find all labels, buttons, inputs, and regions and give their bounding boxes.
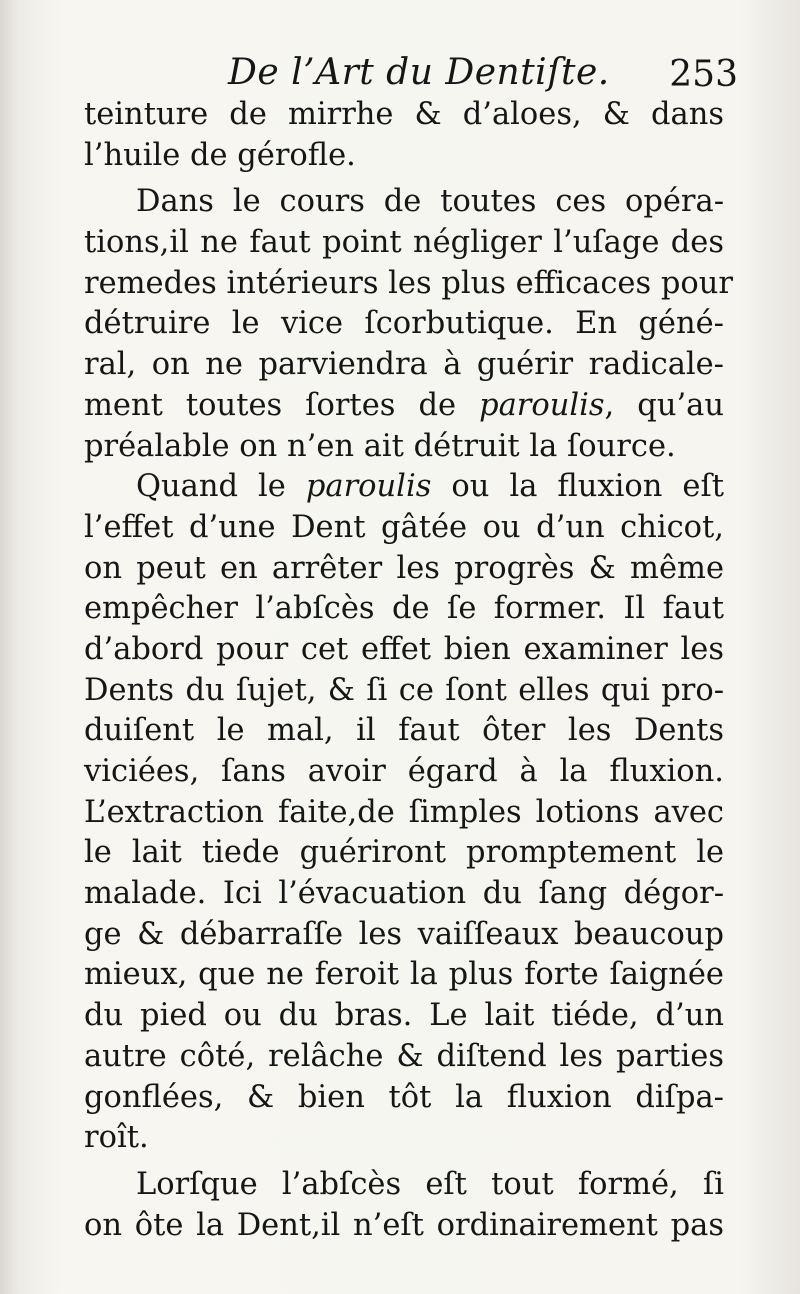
- text-line: mieux, que ne feroit la plus forte ſaignée: [84, 957, 724, 993]
- text-line: L’extraction faite,de ſimples lotions avec: [84, 794, 724, 830]
- text-line: malade. Ici l’évacuation du ſang dégor-: [84, 876, 724, 912]
- text-line: préalable on n’en ait détruit la ſource.: [84, 428, 676, 464]
- text-line: détruire le vice ſcorbutique. En géné-: [84, 306, 724, 342]
- text-line: on peut en arrêter les progrès & même: [84, 550, 724, 586]
- text-line: Dans le cours de toutes ces opéra-: [136, 184, 724, 220]
- text-line: l’huile de gérofle.: [84, 137, 356, 173]
- text-line: du pied ou du bras. Le lait tiéde, d’un: [84, 998, 724, 1034]
- text-line: le lait tiede guériront promptement le: [84, 835, 724, 871]
- text-line: autre côté, relâche & diſtend les parties: [84, 1038, 724, 1074]
- body-text: [84, 95, 733, 1246]
- running-title: De l’Art du Dentiſte.: [228, 52, 610, 93]
- text-line: Dents du ſujet, & ſi ce ſont elles qui pro-: [84, 672, 724, 708]
- text-line: ge & débarraſſe les vaiſſeaux beaucoup: [84, 916, 724, 952]
- text-line: l’effet d’une Dent gâtée ou d’un chicot,: [84, 509, 724, 545]
- text-line: teinture de mirrhe & d’aloes, & dans: [84, 97, 724, 132]
- text-line: tions,il ne faut point négliger l’uſage des: [84, 225, 724, 261]
- text-line: remedes intérieurs les plus efficaces pour: [84, 265, 733, 301]
- text-line: d’abord pour cet effet bien examiner les: [84, 631, 724, 667]
- page-number: 253: [669, 54, 738, 95]
- text-line: empêcher l’abſcès de ſe former. Il faut: [84, 591, 724, 627]
- text-line: ment toutes ſortes de paroulis, qu’au: [84, 387, 724, 423]
- text-line: on ôte la Dent,il n’eſt ordinairement pas: [84, 1207, 724, 1243]
- text-line: viciées, ſans avoir égard à la fluxion.: [84, 754, 724, 789]
- text-line: duiſent le mal, il faut ôter les Dents: [84, 713, 724, 749]
- text-line: Quand le paroulis ou la fluxion eſt: [136, 469, 724, 505]
- text-line: roît.: [84, 1120, 149, 1156]
- text-line: gonflées, & bien tôt la fluxion diſpa-: [84, 1079, 724, 1115]
- text-line: Lorſque l’abſcès eſt tout formé, ſi: [136, 1166, 724, 1202]
- text-line: ral, on ne parviendra à guérir radicale-: [84, 347, 724, 383]
